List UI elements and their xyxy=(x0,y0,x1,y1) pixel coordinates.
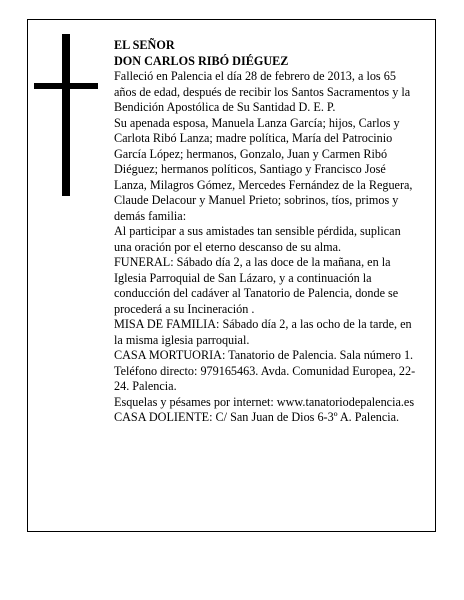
cross-horizontal-bar xyxy=(34,83,98,89)
family-paragraph: Su apenada esposa, Manuela Lanza García; hijos, Carlos y Carlota Ribó Lanza; madre política, María del Patrocinio García López; hermanos, Gonzalo, Juan y Carmen Ribó Diéguez; hermanos políticos, Santiago y Francisco José Lanza, Milagros Gómez, Mercedes Fernández de la Reguera, Claude Delacour y Manuel Prieto; sobrinos, tíos, primos y demás familia: xyxy=(114,115,413,223)
family-mass-paragraph: MISA DE FAMILIA: Sábado día 2, a las ocho de la tarde, en la misma iglesia parroquial. xyxy=(114,317,412,347)
funeral-paragraph: FUNERAL: Sábado día 2, a las doce de la mañana, en la Iglesia Parroquial de San Lázaro, y a continuación la conducción del cadáver al Tanatorio de Palencia, donde se procederá a su Incineración . xyxy=(114,255,399,316)
death-announcement-paragraph: Falleció en Palencia el día 28 de febrero de 2013, a los 65 años de edad, después de recibir los Santos Sacramentos y la Bendición Apostólica de Su Santidad D. E. P. xyxy=(114,69,411,114)
obituary-text xyxy=(114,38,420,426)
latin-cross-icon xyxy=(34,34,98,196)
online-condolences-paragraph: Esquelas y pésames por internet: www.tanatoriodepalencia.es xyxy=(114,394,415,409)
family-home-paragraph: CASA DOLIENTE: C/ San Juan de Dios 6-3º A. Palencia. xyxy=(114,410,400,424)
funeral-home-paragraph: CASA MORTUORIA: Tanatorio de Palencia. Sala número 1. Teléfono directo: 979165463. Avda. Comunidad Europea, 22-24. Palencia. xyxy=(114,348,416,393)
deceased-name: DON CARLOS RIBÓ DIÉGUEZ xyxy=(114,53,289,68)
title-line-1: EL SEÑOR xyxy=(114,38,175,52)
cross-vertical-bar xyxy=(62,34,70,196)
prayer-request-paragraph: Al participar a sus amistades tan sensible pérdida, suplican una oración por el eterno descanso de su alma. xyxy=(114,224,401,254)
